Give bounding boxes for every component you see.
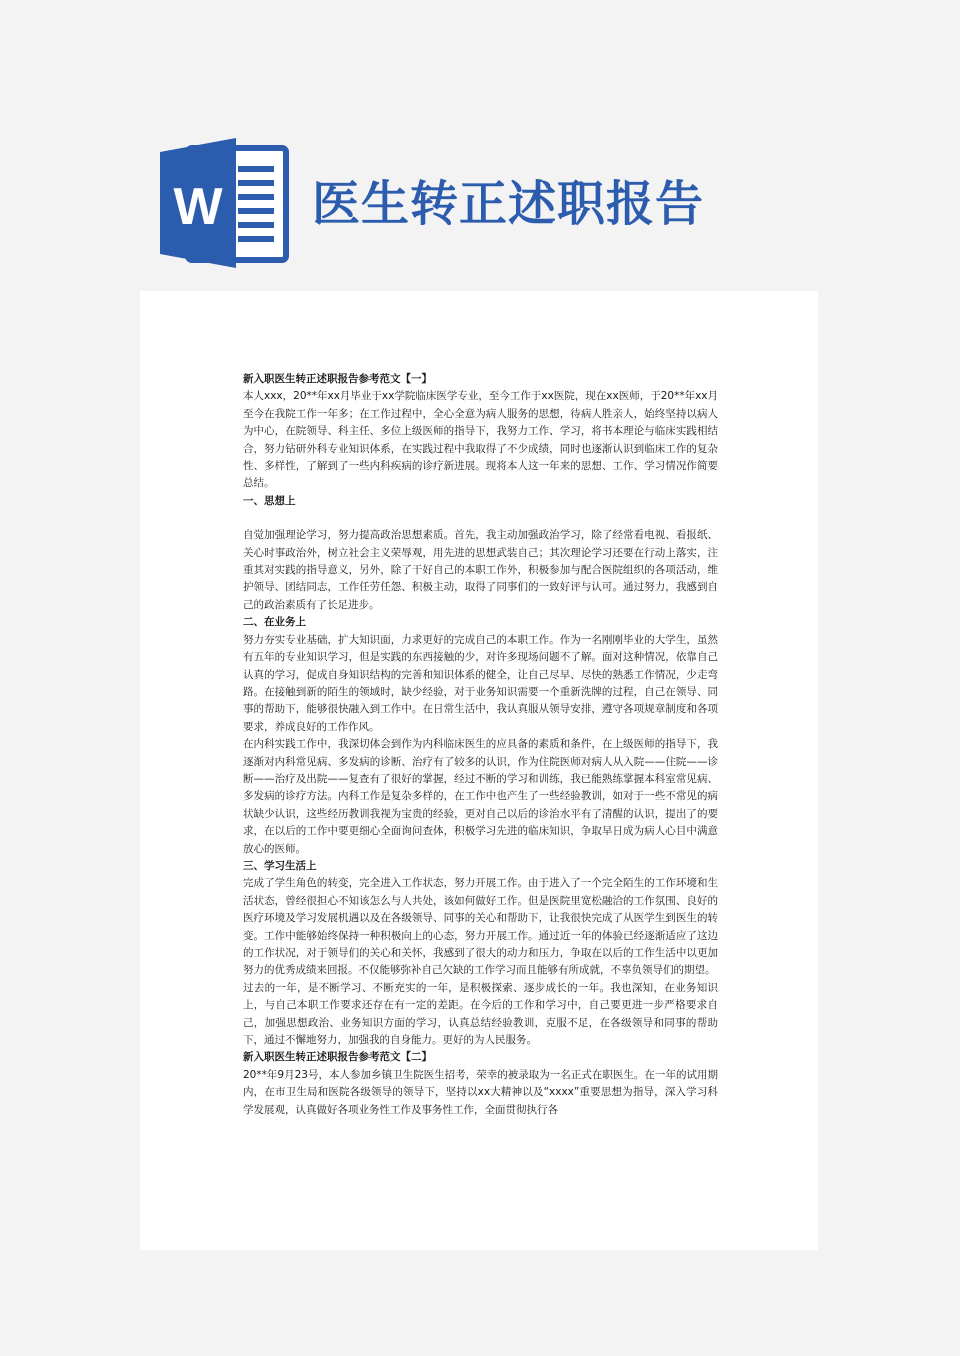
paragraph-business-1: 努力夯实专业基础，扩大知识面，力求更好的完成自己的本职工作。作为一名刚刚毕业的大学生，虽然有五年的专业知识学习，但是实践的东西接触的少，对许多现场问题不了解。面对这种情况，依靠自己认真的学习，促成自身知识结构的完善和知识体系的健全，让自己尽早、尽快的熟悉工作情况，少走弯路。在接触到新的陌生的领域时，缺少经验，对于业务知识需要一个重新洗牌的过程，自己在领导、同事的帮助下，能够很快融入到工作中。在日常生活中，我认真服从领导安排，遵守各项规章制度和各项要求，养成良好的工作作风。 <box>243 633 718 733</box>
paragraph-business-2: 在内科实践工作中，我深切体会到作为内科临床医生的应具备的素质和条件，在上级医师的指导下，我逐渐对内科常见病、多发病的诊断、治疗有了较多的认识，作为住院医师对病人从入院——住院——诊断——治疗及出院——复查有了很好的掌握，经过不断的学习和训练，我已能熟练掌握本科室常见病、多发病的诊疗方法。内科工作是复杂多样的，在工作中也产生了一些经验教训，如对于一些不常见的病状缺少认识，这些经历教训我视为宝贵的经验，更对自己以后的诊治水平有了清醒的认识，提出了的要求，在以后的工作中要更细心全面询问查体，积极学习先进的临床知识，争取早日成为病人心目中满意放心的医师。 <box>243 738 718 855</box>
paragraph-study-2: 过去的一年，是不断学习、不断充实的一年，是积极探索、逐步成长的一年。我也深知，在业务知识上，与自己本职工作要求还存在有一定的差距。在今后的工作和学习中，自己要更进一步严格要求自己，加强思想政治、业务知识方面的学习，认真总结经验教训，克服不足，在各级领导和同事的帮助下，通过不懈地努力，加强我的自身能力。更好的为人民服务。 <box>243 981 718 1047</box>
word-document-icon <box>160 138 290 268</box>
section-title-2: 新入职医生转正述职报告参考范文【二】 <box>243 1051 432 1064</box>
paragraph-intro-1: 本人xxx，20**年xx月毕业于xx学院临床医学专业，至今工作于xx医院，现在xx医师，于20**年xx月至今在我院工作一年多；在工作过程中，全心全意为病人服务的思想，待病人胜亲人，始终坚持以病人为中心，在院领导、科主任、多位上级医师的指导下，我努力工作、学习，将书本理论与临床实践相结合，努力钻研外科专业知识体系，在实践过程中我取得了不少成绩，同时也逐渐认识到临床工作的复杂性、多样性，了解到了一些内科疾病的诊疗新进展。现将本人这一年来的思想、工作、学习情况作简要总结。 <box>243 390 719 490</box>
document-page <box>140 291 818 1250</box>
banner-title: 医生转正述职报告 <box>312 176 705 232</box>
paragraph-study-1: 完成了学生角色的转变，完全进入工作状态，努力开展工作。由于进入了一个完全陌生的工作环境和生活状态，曾经很担心不知该怎么与人共处，该如何做好工作。但是医院里宽松融洽的工作氛围、良好的医疗环境及学习发展机遇以及在各级领导、同事的关心和帮助下，让我很快完成了从医学生到医生的转变。工作中能够始终保持一种积极向上的心态，努力开展工作。通过近一年的体验已经逐渐适应了这边的工作状况，对于领导们的关心和关怀，我感到了很大的动力和压力，争取在以后的工作生活中以更加努力的优秀成绩来回报。不仅能够弥补自己欠缺的工作学习而且能够有所成就，不辜负领导们的期望。 <box>243 877 718 977</box>
heading-study-life: 三、学习生活上 <box>243 859 317 872</box>
word-icon-letter: W <box>173 178 223 236</box>
banner <box>0 0 960 290</box>
heading-thought: 一、思想上 <box>243 494 296 507</box>
document-body <box>243 371 718 1119</box>
paragraph-thought: 自觉加强理论学习，努力提高政治思想素质。首先，我主动加强政治学习，除了经常看电视、看报纸、关心时事政治外，树立社会主义荣辱观，用先进的思想武装自己；其次理论学习还要在行动上落实，注重其对实践的指导意义，另外，除了干好自己的本职工作外，积极参加与配合医院组织的各项活动，维护领导、团结同志，工作任劳任怨、积极主动，取得了同事们的一致好评与认可。通过努力，我感到自己的政治素质有了长足进步。 <box>243 529 718 611</box>
section-title-1: 新入职医生转正述职报告参考范文【一】 <box>243 373 432 385</box>
heading-business: 二、在业务上 <box>243 616 306 629</box>
paragraph-intro-2: 20**年9月23号，本人参加乡镇卫生院医生招考，荣幸的被录取为一名正式在职医生。在一年的试用期内，在市卫生局和医院各级领导的领导下，坚持以xx大精神以及“xxxx”重要思想为指导，深入学习科学发展观，认真做好各项业务性工作及事务性工作，全面贯彻执行各 <box>243 1068 718 1116</box>
blank-line <box>243 510 718 527</box>
